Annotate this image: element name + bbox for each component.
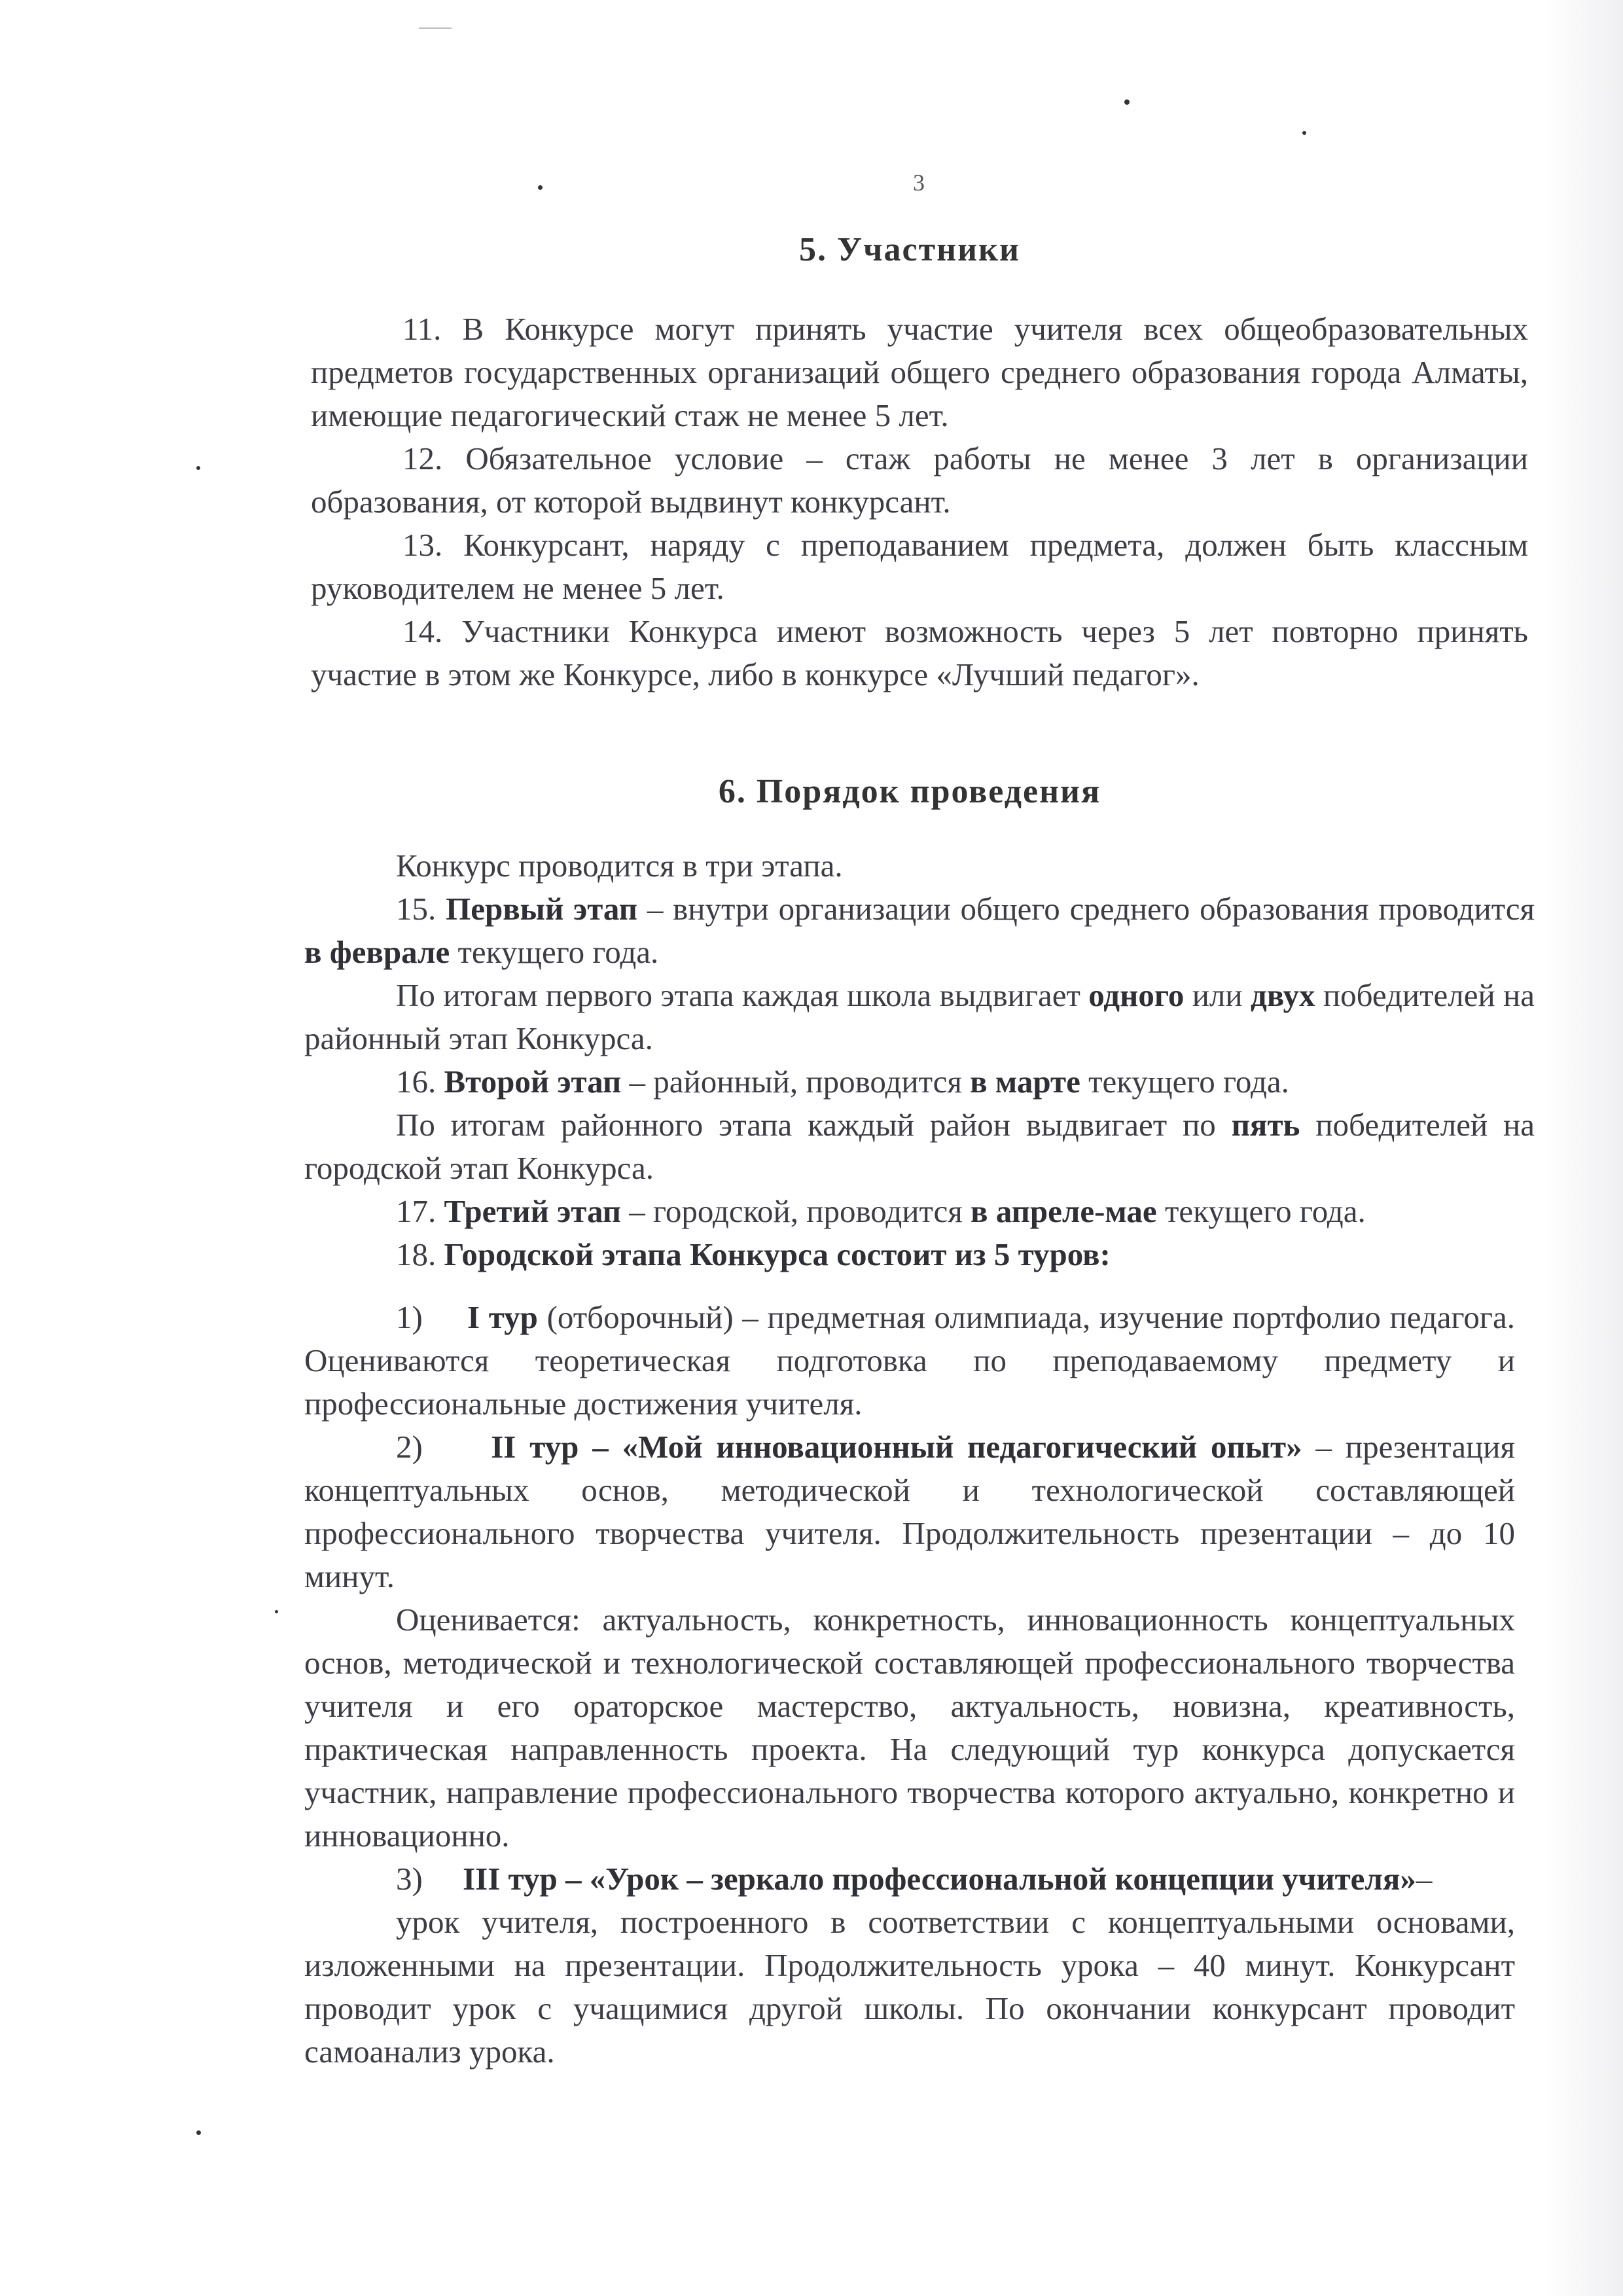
paragraph-text: текущего года. <box>1088 1064 1289 1100</box>
paragraph-16-result <box>304 1103 1535 1190</box>
paragraph-number: 17. <box>396 1193 437 1229</box>
section-5-title: 5. Участники <box>799 231 1020 268</box>
round-name: III тур – «Урок – зеркало профессиональной концепции учителя» <box>463 1861 1416 1897</box>
section-5-body <box>311 308 1528 696</box>
paragraph-16 <box>304 1060 1535 1103</box>
round-name: I тур <box>467 1299 538 1335</box>
paragraph-text: – районный, проводится <box>629 1064 962 1100</box>
paragraph-text: По итогам районного этапа каждый район выдвигает по <box>396 1107 1216 1143</box>
scan-speck <box>1302 131 1306 135</box>
paragraph-text: победителей на городской этап Конкурса. <box>304 1107 1535 1186</box>
paragraph-text: – городской, проводится <box>629 1193 963 1229</box>
paragraph-number: 16. <box>396 1064 437 1100</box>
round-1 <box>304 1296 1515 2073</box>
round-2-paragraph <box>304 1426 1515 1598</box>
winners-count: двух <box>1250 977 1315 1013</box>
paragraph-number: 18. <box>396 1236 437 1272</box>
section-6-stages <box>304 844 1535 1276</box>
round-1-paragraph <box>304 1296 1515 1426</box>
scan-speck <box>538 185 543 190</box>
round-number: 2) <box>396 1429 423 1465</box>
round-description: (отборочный) – предметная олимпиада, изучение портфолио педагога. Оцениваются теоретическая подготовка по преподаваемому предмету и профессиональные достижения учителя. <box>304 1299 1516 1422</box>
paragraph-text: – внутри организации общего среднего образования проводится <box>647 891 1535 927</box>
round-2-evaluation: Оценивается: актуальность, конкретность, инновационность концептуальных основ, методической и технологической составляющей профессионального творчества учителя и его ораторское мастерство, актуальность, новизна, креативность, практическая направленность проекта. На следующий тур конкурса допускается участник, направление профессионального творчества которого актуально, конкретно и инновационно. <box>304 1602 1515 1854</box>
paragraph-18 <box>304 1233 1535 1276</box>
scan-shadow <box>1544 0 1623 2296</box>
page-number: 3 <box>913 170 925 196</box>
paragraph-17 <box>304 1190 1535 1233</box>
paragraph-number: 15. <box>396 891 437 927</box>
stage-name: Первый этап <box>446 891 637 927</box>
stage-name: Второй этап <box>444 1064 622 1100</box>
stage-month: в феврале <box>304 934 450 970</box>
round-number: 1) <box>396 1299 423 1335</box>
paragraph-15-result <box>304 974 1535 1060</box>
stages-intro: Конкурс проводится в три этапа. <box>396 848 843 884</box>
section-6-title: 6. Порядок проведения <box>718 773 1101 810</box>
paragraph-14: 14. Участники Конкурса имеют возможность через 5 лет повторно принять участие в этом же Конкурсе, либо в конкурсе «Лучший педагог». <box>311 613 1528 692</box>
paragraph-13: 13. Конкурсант, наряду с преподаванием предмета, должен быть классным руководителем не менее 5 лет. <box>311 527 1528 606</box>
paragraph-text: По итогам первого этапа каждая школа выдвигает <box>396 977 1080 1013</box>
paragraph-12: 12. Обязательное условие – стаж работы не менее 3 лет в организации образования, от которой выдвинут конкурсант. <box>311 440 1528 520</box>
scan-speck <box>275 1610 278 1613</box>
colon: : <box>1099 1236 1111 1272</box>
paragraph-text: победителей на районный этап Конкурса. <box>304 977 1535 1056</box>
paragraph-text: или <box>1192 977 1243 1013</box>
scan-speck <box>196 2130 201 2135</box>
paragraph-15 <box>304 888 1535 974</box>
dash: – <box>1416 1861 1433 1897</box>
round-name: II тур – «Мой инновационный педагогический опыт» <box>491 1429 1302 1465</box>
stage-month: в апреле-мае <box>971 1193 1157 1229</box>
stage-name: Третий этап <box>444 1193 622 1229</box>
paragraph-text: текущего года. <box>457 934 659 970</box>
rounds-heading: Городской этапа Конкурса состоит из 5 туров <box>444 1236 1100 1272</box>
scan-speck <box>1124 99 1130 105</box>
scan-line <box>419 27 452 29</box>
paragraph-11: 11. В Конкурсе могут принять участие учителя всех общеобразовательных предметов государственных организаций общего среднего образования города Алматы, имеющие педагогический стаж не менее 5 лет. <box>311 311 1528 433</box>
stage-month: в марте <box>970 1064 1080 1100</box>
round-3-description: урок учителя, построенного в соответствии с концептуальными основами, изложенными на презентации. Продолжительность урока – 40 минут. Конкурсант проводит урок с учащимися другой школы. По окончании конкурсант проводит самоанализ урока. <box>304 1904 1515 2070</box>
round-number: 3) <box>396 1861 423 1897</box>
paragraph-text: текущего года. <box>1164 1193 1366 1229</box>
scan-speck <box>196 466 200 470</box>
winners-count: одного <box>1088 977 1185 1013</box>
round-description: – презентация концептуальных основ, методической и технологической составляющей профессионального творчества учителя. Продолжительность презентации – до 10 минут. <box>304 1429 1516 1594</box>
winners-count: пять <box>1231 1107 1300 1143</box>
round-3-paragraph <box>304 1857 1515 1901</box>
